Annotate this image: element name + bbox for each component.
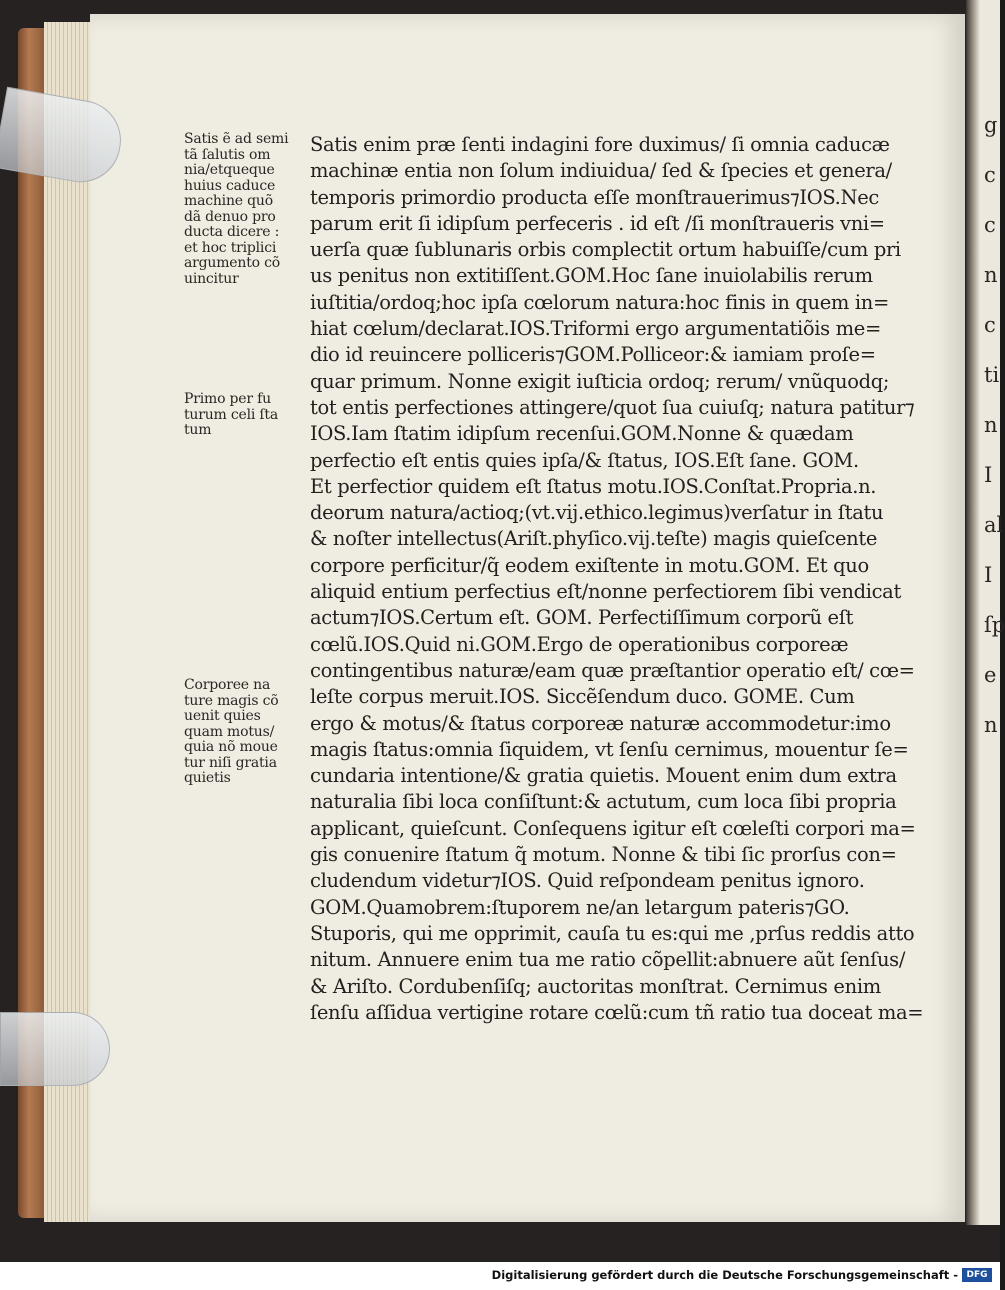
text-line: aliquid entium perfectius eſt/nonne perfectiorem ſibi vendicat [310, 580, 901, 604]
marginal-line: tum [184, 422, 212, 438]
text-line: cœlũ.IOS.Quid ni.GOM.Ergo de operationibus corporeæ [310, 632, 849, 656]
marginal-note-2 [184, 392, 306, 439]
text-line: ergo & motus/& ſtatus corporeæ naturæ accommodetur:imo [310, 711, 891, 735]
text-line: & noſter intellectus(Ariſt.phyſico.vij.teſte) magis quieſcente [310, 527, 878, 551]
text-line: corpore perficitur/q̃ eodem exiſtente in motu.GOM. Et quo [310, 553, 869, 577]
text-line: dio id reuincere polliceris⁊GOM.Polliceor:& iamiam proſe= [310, 343, 876, 367]
facing-page-text-fragment: ſp [984, 613, 1005, 637]
facing-page-text-fragment: c [984, 163, 996, 187]
text-line: parum erit ſi idipſum perfeceris . id eſt /ſi monſtraueris vni= [310, 211, 885, 235]
marginal-line: dã denuo pro [184, 208, 276, 225]
text-line: us penitus non extitiſſent.GOM.Hoc ſane inuiolabilis rerum [310, 264, 873, 288]
marginal-line: huius caduce [184, 177, 276, 194]
text-line: hiat cœlum/declarat.IOS.Triformi ergo argumentatiõis me= [310, 317, 881, 341]
marginal-line: quam motus/ [184, 723, 275, 740]
facing-page-text-fragment: c [984, 313, 996, 337]
marginal-line: Corporee na [184, 677, 271, 693]
text-line: actum⁊IOS.Certum eſt. GOM. Perfectiſſimum corporũ eſt [310, 606, 854, 630]
facing-page-edge [966, 0, 1005, 1225]
text-line: cundaria intentione/& gratia quietis. Mouent enim dum extra [310, 764, 897, 788]
facing-page-text-fragment: g [984, 113, 998, 137]
text-line: nitum. Annuere enim tua me ratio cõpellit:abnuere aũt ſenſus/ [310, 948, 906, 972]
facing-page-text-fragment: I [984, 563, 993, 587]
marginal-line: tã ſalutis om [184, 146, 271, 163]
text-line: ſenſu aſſidua vertigine rotare cœlũ:cum tñ ratio tua doceat ma= [310, 1000, 924, 1024]
marginal-line: Satis ẽ ad semi [184, 131, 289, 147]
facing-page-text-fragment: al [984, 513, 1004, 537]
footer-credit: Digitalisierung gefördert durch die Deutsche Forschungsgemeinschaft - [491, 1268, 958, 1282]
main-text-block [310, 132, 924, 1026]
page-holder-clip-bottom [0, 1012, 110, 1086]
text-line: Et perfectior quidem eſt ſtatus motu.IOS.Conſtat.Propria.n. [310, 474, 877, 498]
marginal-line: et hoc triplici [184, 239, 277, 256]
text-line: cludendum videtur⁊IOS. Quid reſpondeam penitus ignoro. [310, 869, 865, 893]
marginal-line: ducta dicere : [184, 224, 280, 240]
facing-page-text-fragment: n [984, 413, 998, 437]
text-line: naturalia ſibi loca conſiſtunt:& actutum, cum loca ſibi propria [310, 790, 897, 814]
marginal-line: uincitur [184, 270, 239, 287]
marginal-line: machine quõ [184, 193, 273, 209]
text-line: quar primum. Nonne exigit iuſticia ordoq; rerum/ vnũquodq; [310, 369, 890, 393]
text-line: gis conuenire ſtatum q̃ motum. Nonne & tibi ſic prorſus con= [310, 843, 897, 867]
footer-bar [0, 1262, 1000, 1290]
facing-page-text-fragment: n [984, 713, 998, 737]
text-line: perfectio eſt entis quies ipſa/& ſtatus, IOS.Eſt ſane. GOM. [310, 448, 859, 472]
facing-page-text-fragment: e [984, 663, 997, 687]
facing-page-text-fragment: n [984, 263, 998, 287]
dfg-logo: DFG [962, 1268, 992, 1282]
marginal-line: Primo per fu [184, 391, 271, 407]
marginal-line: uenit quies [184, 708, 261, 724]
text-line: temporis primordio producta eſſe monſtrauerimus⁊IOS.Nec [310, 185, 880, 209]
text-line: GOM.Quamobrem:ſtuporem ne/an letargum pateris⁊GO. [310, 895, 850, 919]
text-line: uerſa quæ ſublunaris orbis complectit ortum habuiſſe/cum pri [310, 238, 901, 262]
marginal-line: nia/etqueque [184, 162, 275, 178]
text-line: magis ſtatus:omnia ſiquidem, vt ſenſu cernimus, mouentur ſe= [310, 737, 909, 761]
facing-page-text-fragment: ti [984, 363, 1000, 387]
marginal-line: quietis [184, 770, 231, 786]
text-line: deorum natura/actioq;(vt.vij.ethico.legimus)verſatur in ſtatu [310, 501, 884, 525]
text-line: contingentibus naturæ/eam quæ præſtantior operatio eſt/ cœ= [310, 658, 915, 682]
marginal-line: argumento cõ [184, 255, 280, 271]
marginal-note-1 [184, 132, 306, 287]
text-line: leſte corpus meruit.IOS. Siccẽſendum duco. GOME. Cum [310, 685, 855, 709]
text-line: tot entis perfectiones attingere/quot ſua cuiuſq; natura patitur⁊ [310, 395, 915, 419]
text-line: IOS.Iam ſtatim idipſum recenſui.GOM.Nonne & quædam [310, 422, 854, 446]
text-line: & Ariſto. Cordubenſiſq; auctoritas monſtrat. Cernimus enim [310, 974, 881, 998]
marginal-note-3 [184, 678, 306, 787]
text-line: Stuporis, qui me opprimit, cauſa tu es:qui me ,prſus reddis atto [310, 921, 915, 945]
text-line: applicant, quieſcunt. Conſequens igitur eſt cœleſti corpori ma= [310, 816, 916, 840]
text-line: machinæ entia non ſolum indiuidua/ ſed & ſpecies et genera/ [310, 159, 892, 183]
facing-page-text-fragment: c [984, 213, 996, 237]
marginal-line: quia nõ moue [184, 739, 278, 755]
marginal-line: tur niſi gratia [184, 754, 277, 771]
marginal-line: turum celi ſta [184, 406, 278, 423]
text-line: Satis enim præ ſenti indagini fore duximus/ ſi omnia caducæ [310, 133, 890, 156]
marginal-line: ture magis cõ [184, 692, 279, 709]
facing-page-text-fragment: I [984, 463, 993, 487]
text-line: iuſtitia/ordoq;hoc ipſa cœlorum natura:hoc finis in quem in= [310, 290, 889, 314]
